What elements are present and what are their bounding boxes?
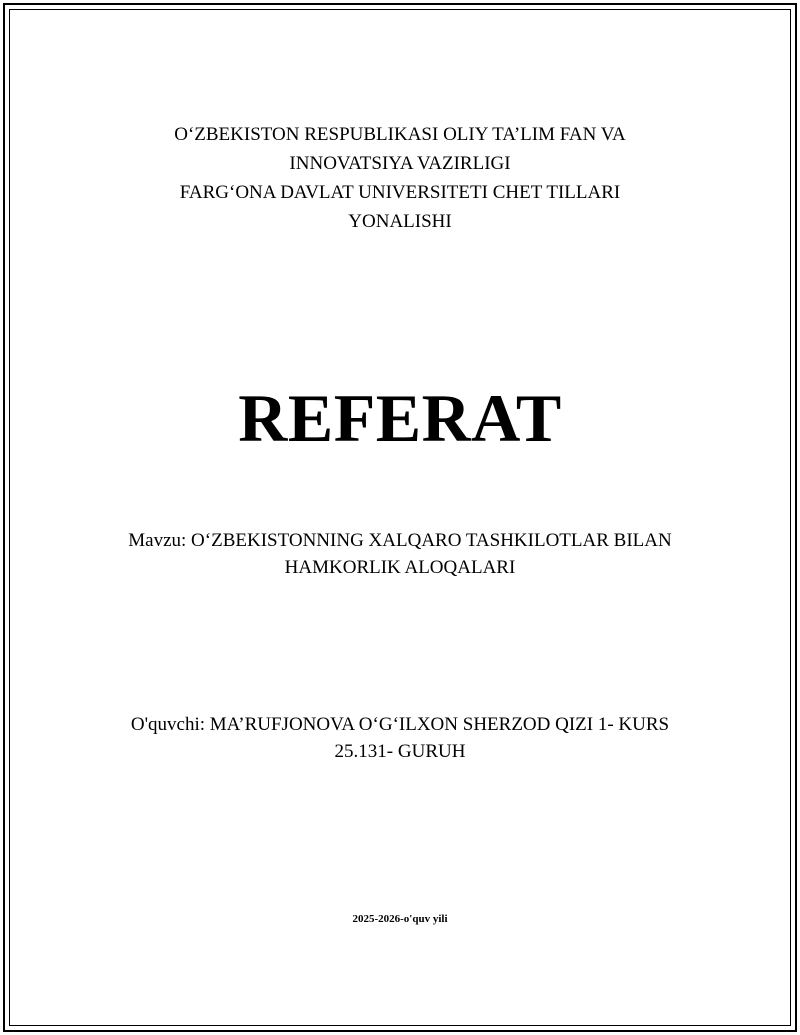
- document-title: REFERAT: [238, 380, 562, 456]
- ministry-header: [0, 120, 800, 236]
- topic-block: [0, 527, 800, 581]
- student-block: [0, 711, 800, 765]
- student-line-2: 25.131- GURUH: [334, 741, 466, 762]
- topic-line-1: Mavzu: O‘ZBEKISTONNING XALQARO TASHKILOTLAR BILAN: [128, 530, 672, 551]
- academic-year: 2025-2026-o'quv yili: [352, 913, 448, 925]
- header-line-4: YONALISHI: [348, 211, 452, 232]
- header-line-3: FARG‘ONA DAVLAT UNIVERSITETI CHET TILLARI: [179, 182, 621, 203]
- header-line-1: O‘ZBEKISTON RESPUBLIKASI OLIY TA’LIM FAN VA: [174, 124, 626, 145]
- student-line-1: O'quvchi: MA’RUFJONOVA O‘G‘ILXON SHERZOD QIZI 1- KURS: [130, 714, 670, 735]
- topic-line-2: HAMKORLIK ALOQALARI: [284, 557, 516, 578]
- header-line-2: INNOVATSIYA VAZIRLIGI: [289, 153, 511, 174]
